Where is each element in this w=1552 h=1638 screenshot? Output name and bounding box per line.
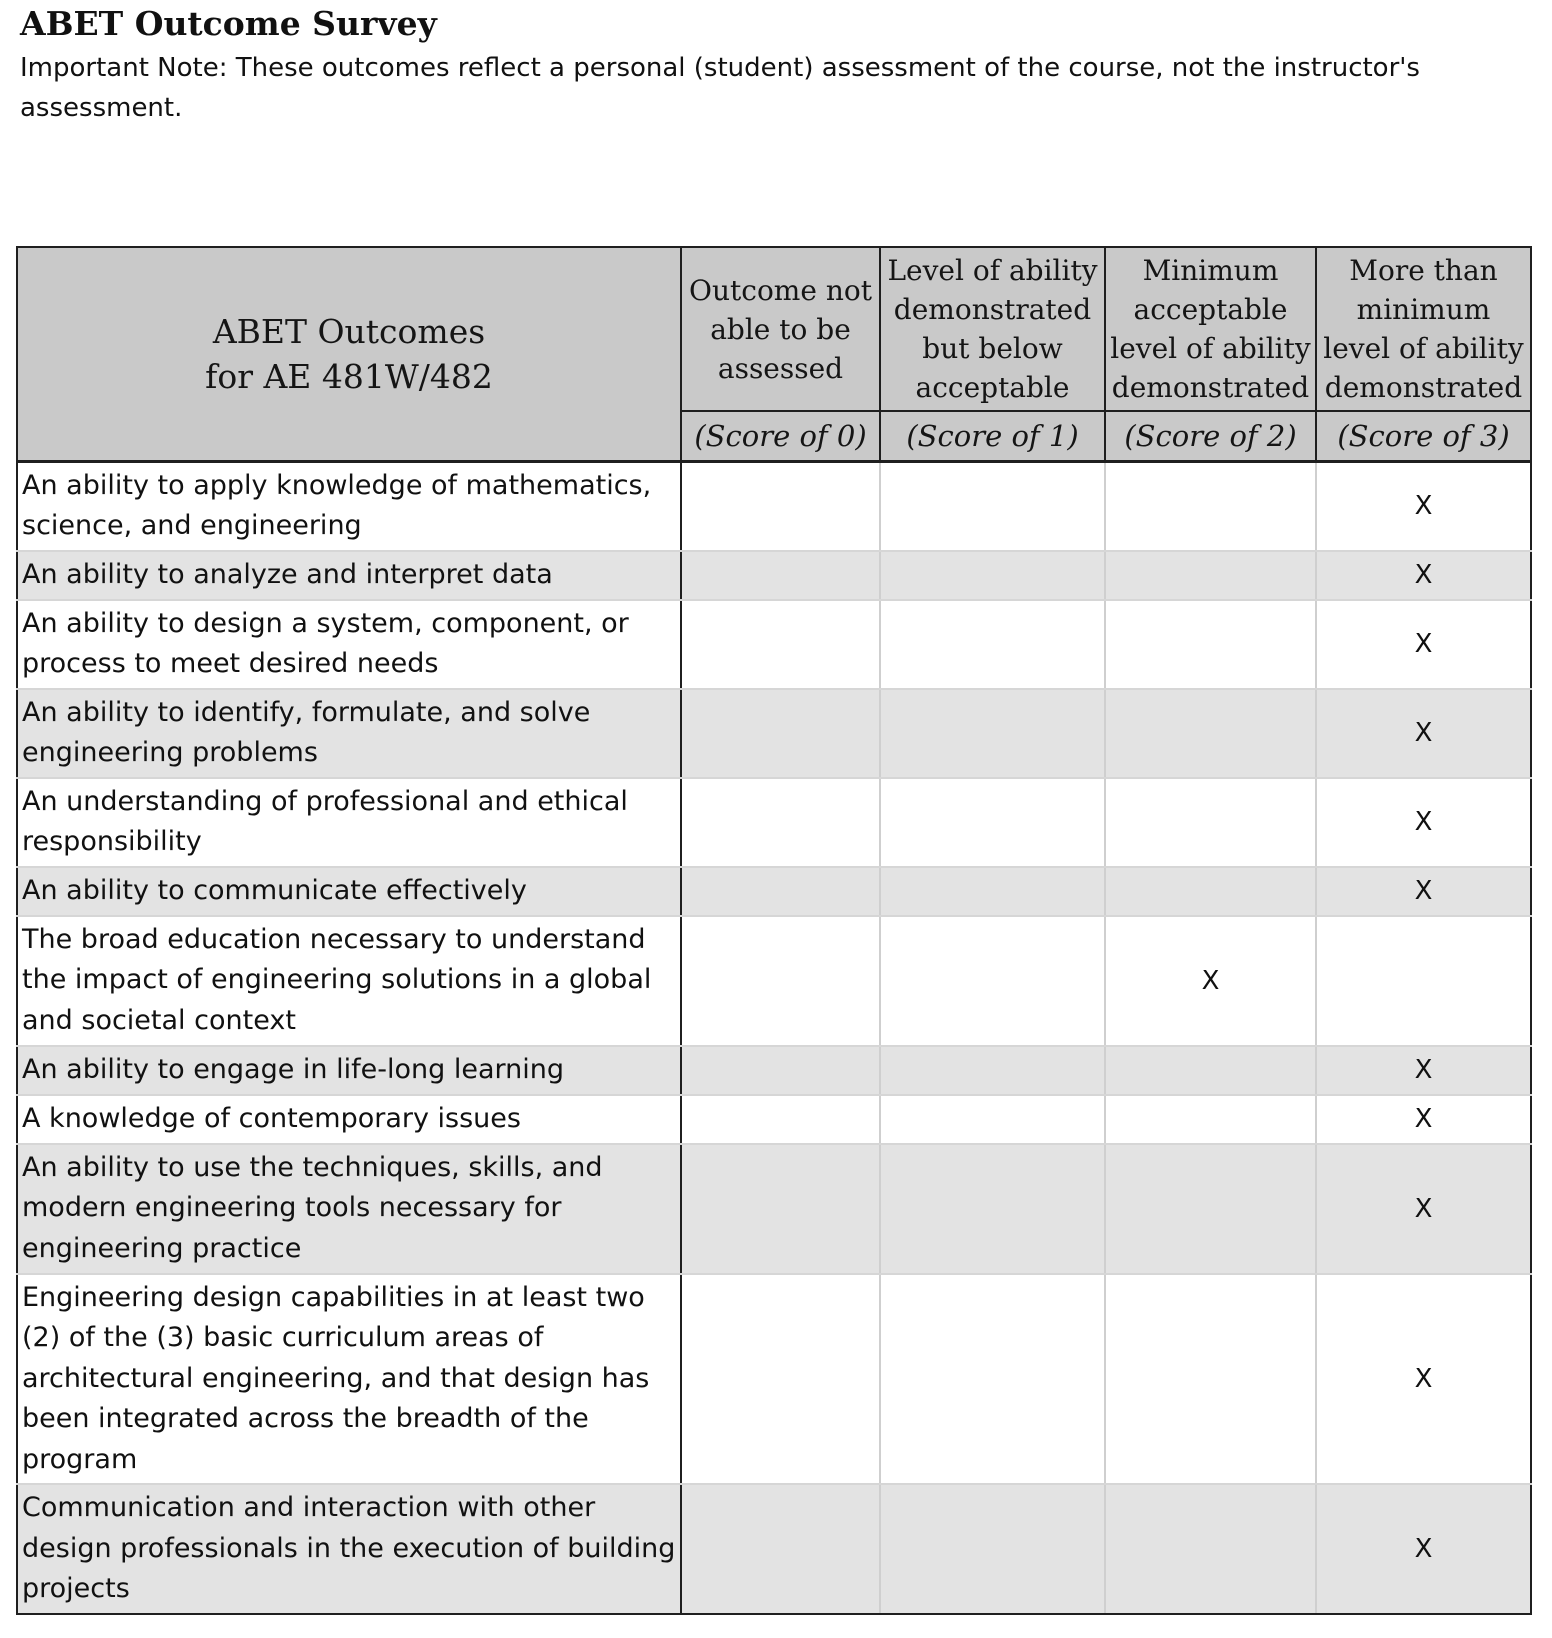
x-mark: X [1414,629,1433,659]
score-3-cell [1316,1095,1531,1144]
table-row [17,1046,1531,1095]
header-level-score-3 [1316,247,1531,411]
header-level-line: but below [922,332,1063,365]
header-level-line: demonstrated [893,293,1092,326]
x-mark: X [1414,560,1433,590]
score-1-cell [880,600,1105,689]
outcome-text: An ability to engage in life-long learning [17,1046,681,1095]
important-note: Important Note: These outcomes reflect a personal (student) assessment of the course, not the instructor's assessment. [20,53,1420,123]
score-2-cell [1105,461,1316,551]
table-row [17,778,1531,867]
table-row [17,1095,1531,1144]
header-level-line: level of ability [1110,332,1311,365]
score-3-cell [1316,1484,1531,1614]
x-mark: X [1414,876,1433,906]
header-level-line: acceptable [915,371,1070,404]
header-level-line: assessed [717,351,844,385]
outcome-text: An ability to communicate effectively [17,867,681,916]
table-row [17,461,1531,551]
outcome-text: An ability to analyze and interpret data [17,551,681,600]
score-0-cell [681,778,880,867]
x-mark: X [1414,1534,1433,1564]
score-1-cell [880,689,1105,778]
table-row [17,867,1531,916]
score-1-cell [880,1095,1105,1144]
table-body [17,461,1531,1614]
header-level-line: acceptable [1133,293,1288,326]
outcome-text: Communication and interaction with other design professionals in the execution of building projects [17,1484,681,1614]
score-3-cell [1316,551,1531,600]
header-score-1: (Score of 1) [880,411,1105,461]
score-0-cell [681,1484,880,1614]
score-3-cell [1316,916,1531,1046]
x-mark: X [1414,807,1433,837]
score-0-cell [681,600,880,689]
score-2-cell [1105,1484,1316,1614]
x-mark: X [1414,1193,1433,1224]
header-outcomes-line2: for AE 481W/482 [205,356,493,396]
score-2-cell [1105,551,1316,600]
score-1-cell [880,461,1105,551]
score-3-cell [1316,1046,1531,1095]
score-1-cell [880,778,1105,867]
header-score-3: (Score of 3) [1316,411,1531,461]
score-2-cell [1105,689,1316,778]
header-level-score-2 [1105,247,1316,411]
score-2-cell [1105,778,1316,867]
score-1-cell [880,867,1105,916]
header-level-line: More than [1349,254,1498,287]
header-score-0: (Score of 0) [681,411,880,461]
score-1-cell [880,916,1105,1046]
score-0-cell [681,1274,880,1485]
header-level-line: Minimum [1142,254,1279,287]
score-2-cell [1105,1095,1316,1144]
score-3-cell [1316,867,1531,916]
x-mark: X [1414,491,1433,521]
header-level-line: Outcome not [689,273,872,307]
header-score-2: (Score of 2) [1105,411,1316,461]
header-level-score-1 [880,247,1105,411]
x-mark: X [1414,1055,1433,1085]
score-3-cell [1316,600,1531,689]
outcome-text: An ability to identify, formulate, and solve engineering problems [17,689,681,778]
score-0-cell [681,689,880,778]
score-0-cell [681,551,880,600]
x-mark: X [1414,718,1433,748]
header-level-line: level of ability [1323,332,1524,365]
outcome-text: An understanding of professional and ethical responsibility [17,778,681,867]
table-row [17,689,1531,778]
x-mark: X [1414,1104,1433,1134]
score-2-cell [1105,1144,1316,1274]
score-0-cell [681,461,880,551]
table-row [17,551,1531,600]
table-row [17,1484,1531,1614]
score-1-cell [880,1274,1105,1485]
header-level-line: Level of ability [887,254,1098,287]
x-mark: X [1414,1363,1433,1394]
outcome-text: The broad education necessary to understand the impact of engineering solutions in a global and societal context [17,916,681,1046]
header-outcomes-line1: ABET Outcomes [212,311,486,351]
header-level-line: demonstrated [1111,371,1310,404]
header-level-line: demonstrated [1324,371,1523,404]
score-2-cell [1105,916,1316,1046]
score-2-cell [1105,867,1316,916]
score-3-cell [1316,1274,1531,1485]
score-0-cell [681,1046,880,1095]
score-3-cell [1316,1144,1531,1274]
score-2-cell [1105,1046,1316,1095]
score-3-cell [1316,689,1531,778]
table-row [17,916,1531,1046]
outcome-text: An ability to design a system, component, or process to meet desired needs [17,600,681,689]
score-2-cell [1105,1274,1316,1485]
header-level-score-0 [681,247,880,411]
header-abet-outcomes [17,247,681,461]
table-row [17,1274,1531,1485]
score-1-cell [880,1484,1105,1614]
score-0-cell [681,916,880,1046]
score-3-cell [1316,461,1531,551]
abet-outcomes-table [16,246,1532,1615]
header-levels-row [17,247,1531,411]
outcome-text: A knowledge of contemporary issues [17,1095,681,1144]
header-level-line: able to be [710,312,851,346]
header-level-line: minimum [1356,293,1491,326]
x-mark: X [1201,965,1220,996]
table-header [17,247,1531,461]
table-row [17,600,1531,689]
outcome-text: Engineering design capabilities in at least two (2) of the (3) basic curriculum areas of architectural engineering, and that design has been integrated across the breadth of the program [17,1274,681,1485]
score-1-cell [880,551,1105,600]
score-1-cell [880,1046,1105,1095]
score-0-cell [681,1095,880,1144]
score-1-cell [880,1144,1105,1274]
score-2-cell [1105,600,1316,689]
score-3-cell [1316,778,1531,867]
survey-title: ABET Outcome Survey [20,4,437,43]
outcome-text: An ability to use the techniques, skills, and modern engineering tools necessary for engineering practice [17,1144,681,1274]
score-0-cell [681,1144,880,1274]
table-row [17,1144,1531,1274]
score-0-cell [681,867,880,916]
outcome-text: An ability to apply knowledge of mathematics, science, and engineering [17,461,681,551]
